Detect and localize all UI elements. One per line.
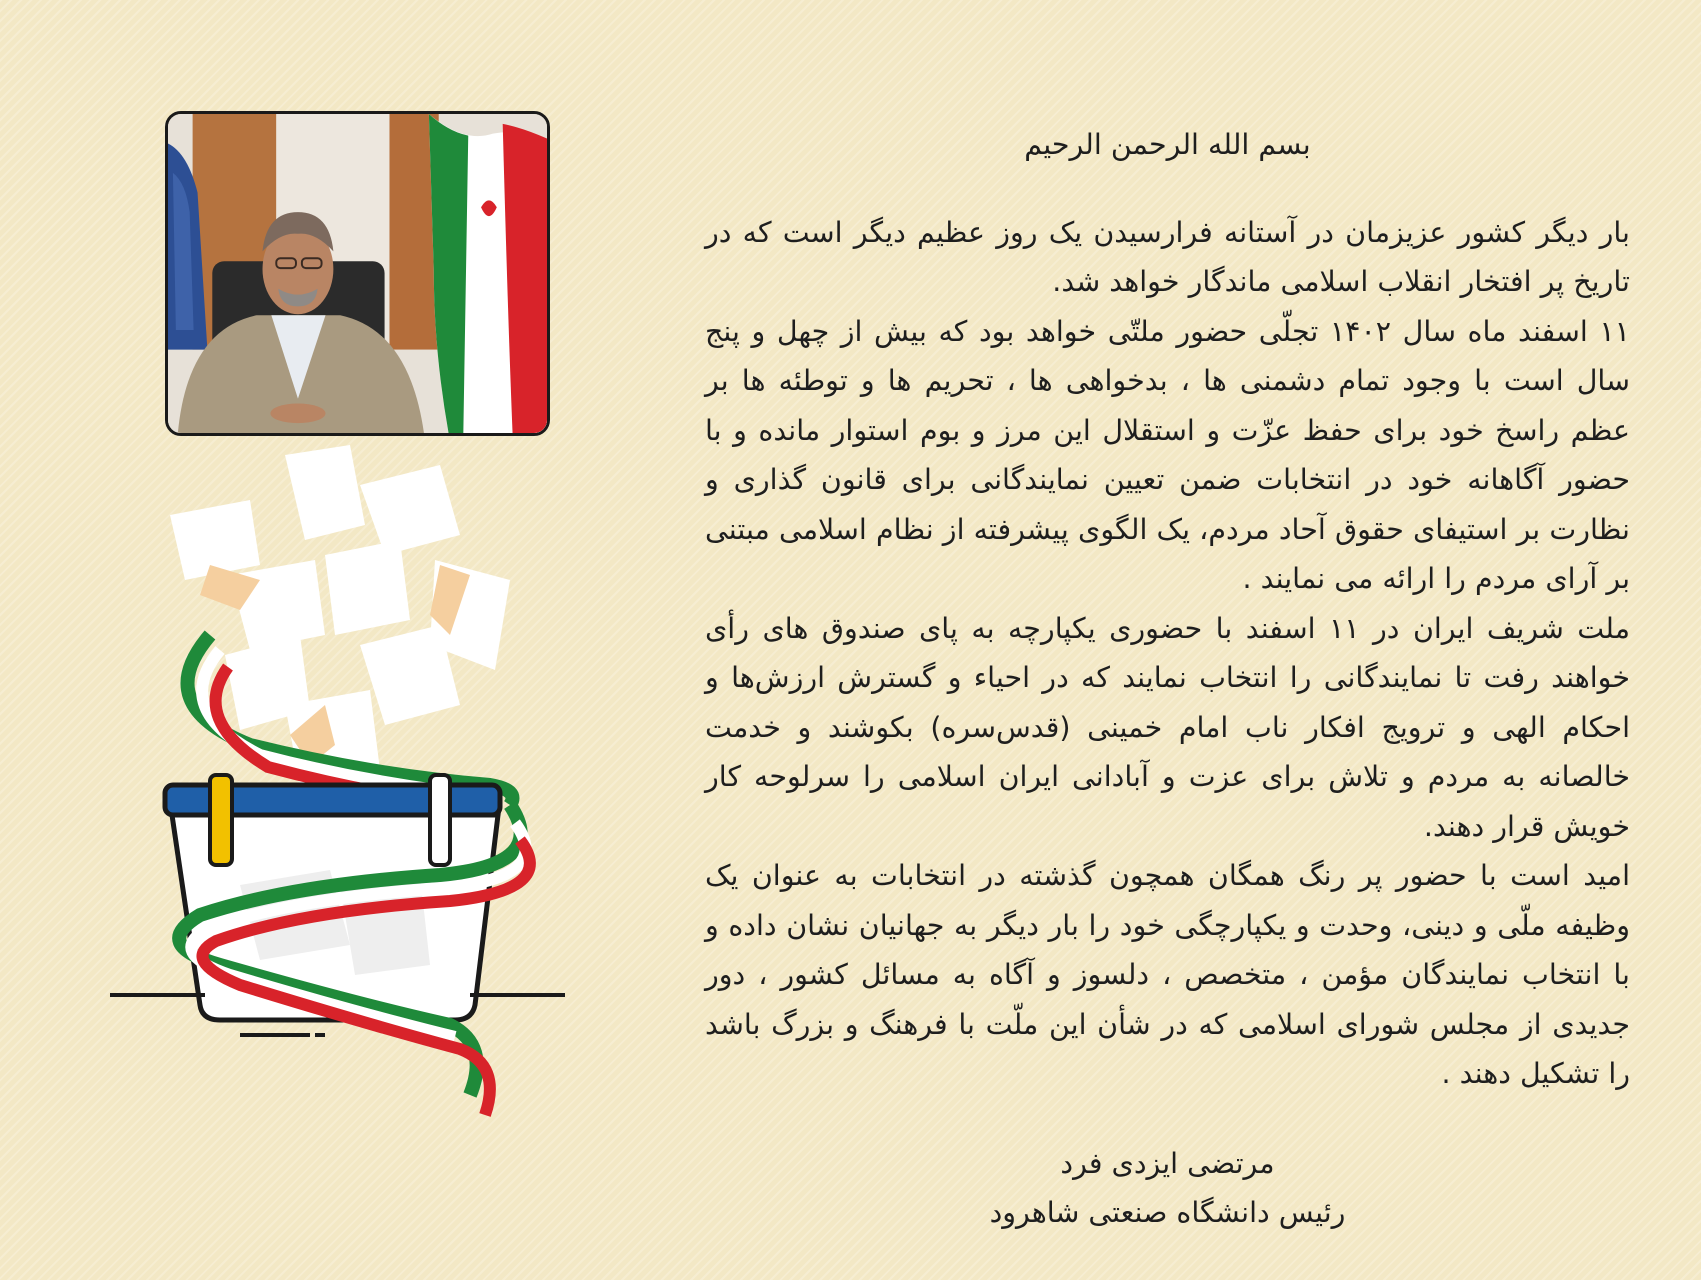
- signer-name: مرتضی ایزدی فرد: [1060, 1146, 1275, 1180]
- basmala-heading: بسم الله الرحمن الرحیم: [1024, 128, 1311, 161]
- paragraph-3: ملت شریف ایران در ۱۱ اسفند با حضوری یکپارچه به پای صندوق های رأی خواهند رفت تا نمایندگانی را انتخاب نمایند که در احیاء و گسترش ارزش‌ها و احکام الهی و ترویج افکار ناب امام خمینی (قدس‌سره) بکوشند و خدمت خالصانه به مردم و تلاش برای عزت و آبادانی ایران اسلامی را سرلوحه کار خویش قرار دهند.: [705, 611, 1630, 843]
- ballot-box-illustration: [110, 445, 610, 1165]
- portrait-photo: [165, 111, 550, 436]
- paragraph-1: بار دیگر کشور عزیزمان در آستانه فرارسیدن یک روز عظیم دیگر است که در تاریخ پر افتخار انقلاب اسلامی ماندگار خواهد شد.: [705, 215, 1630, 298]
- signature-block: [705, 1139, 1630, 1238]
- paragraph-4: امید است با حضور پر رنگ همگان همچون گذشته در انتخابات به عنوان یک وظیفه ملّی و دینی، وحدت و یکپارچگی خود را بار دیگر به جهانیان نشان داده و با انتخاب نمایندگان مؤمن ، متخصص ، دلسوز و آگاه به مسائل کشور ، دور جدیدی از مجلس شورای اسلامی که در شأن این ملّت با فرهنگ و بزرگ باشد را تشکیل دهند .: [705, 859, 1630, 1090]
- paragraph-2: ۱۱ اسفند ماه سال ۱۴۰۲ تجلّی حضور ملتّی خواهد بود که بیش از چهل و پنج سال است با وجود تمام دشمنی ها ، بدخواهی ها ، تحریم ها و توطئه ها بر عظم راسخ خود برای حفظ عزّت و استقلال این مرز و بوم استوار مانده و با حضور آگاهانه خود در انتخابات ضمن تعیین نمایندگانی برای قانون گذاری و نظارت بر استیفای حقوق آحاد مردم، یک الگوی پیشرفته از نظام اسلامی مبتنی بر آرای مردم را ارائه می نمایند .: [705, 314, 1630, 595]
- letter-body: [705, 120, 1630, 1238]
- signer-title: رئیس دانشگاه صنعتی شاهرود: [989, 1196, 1346, 1229]
